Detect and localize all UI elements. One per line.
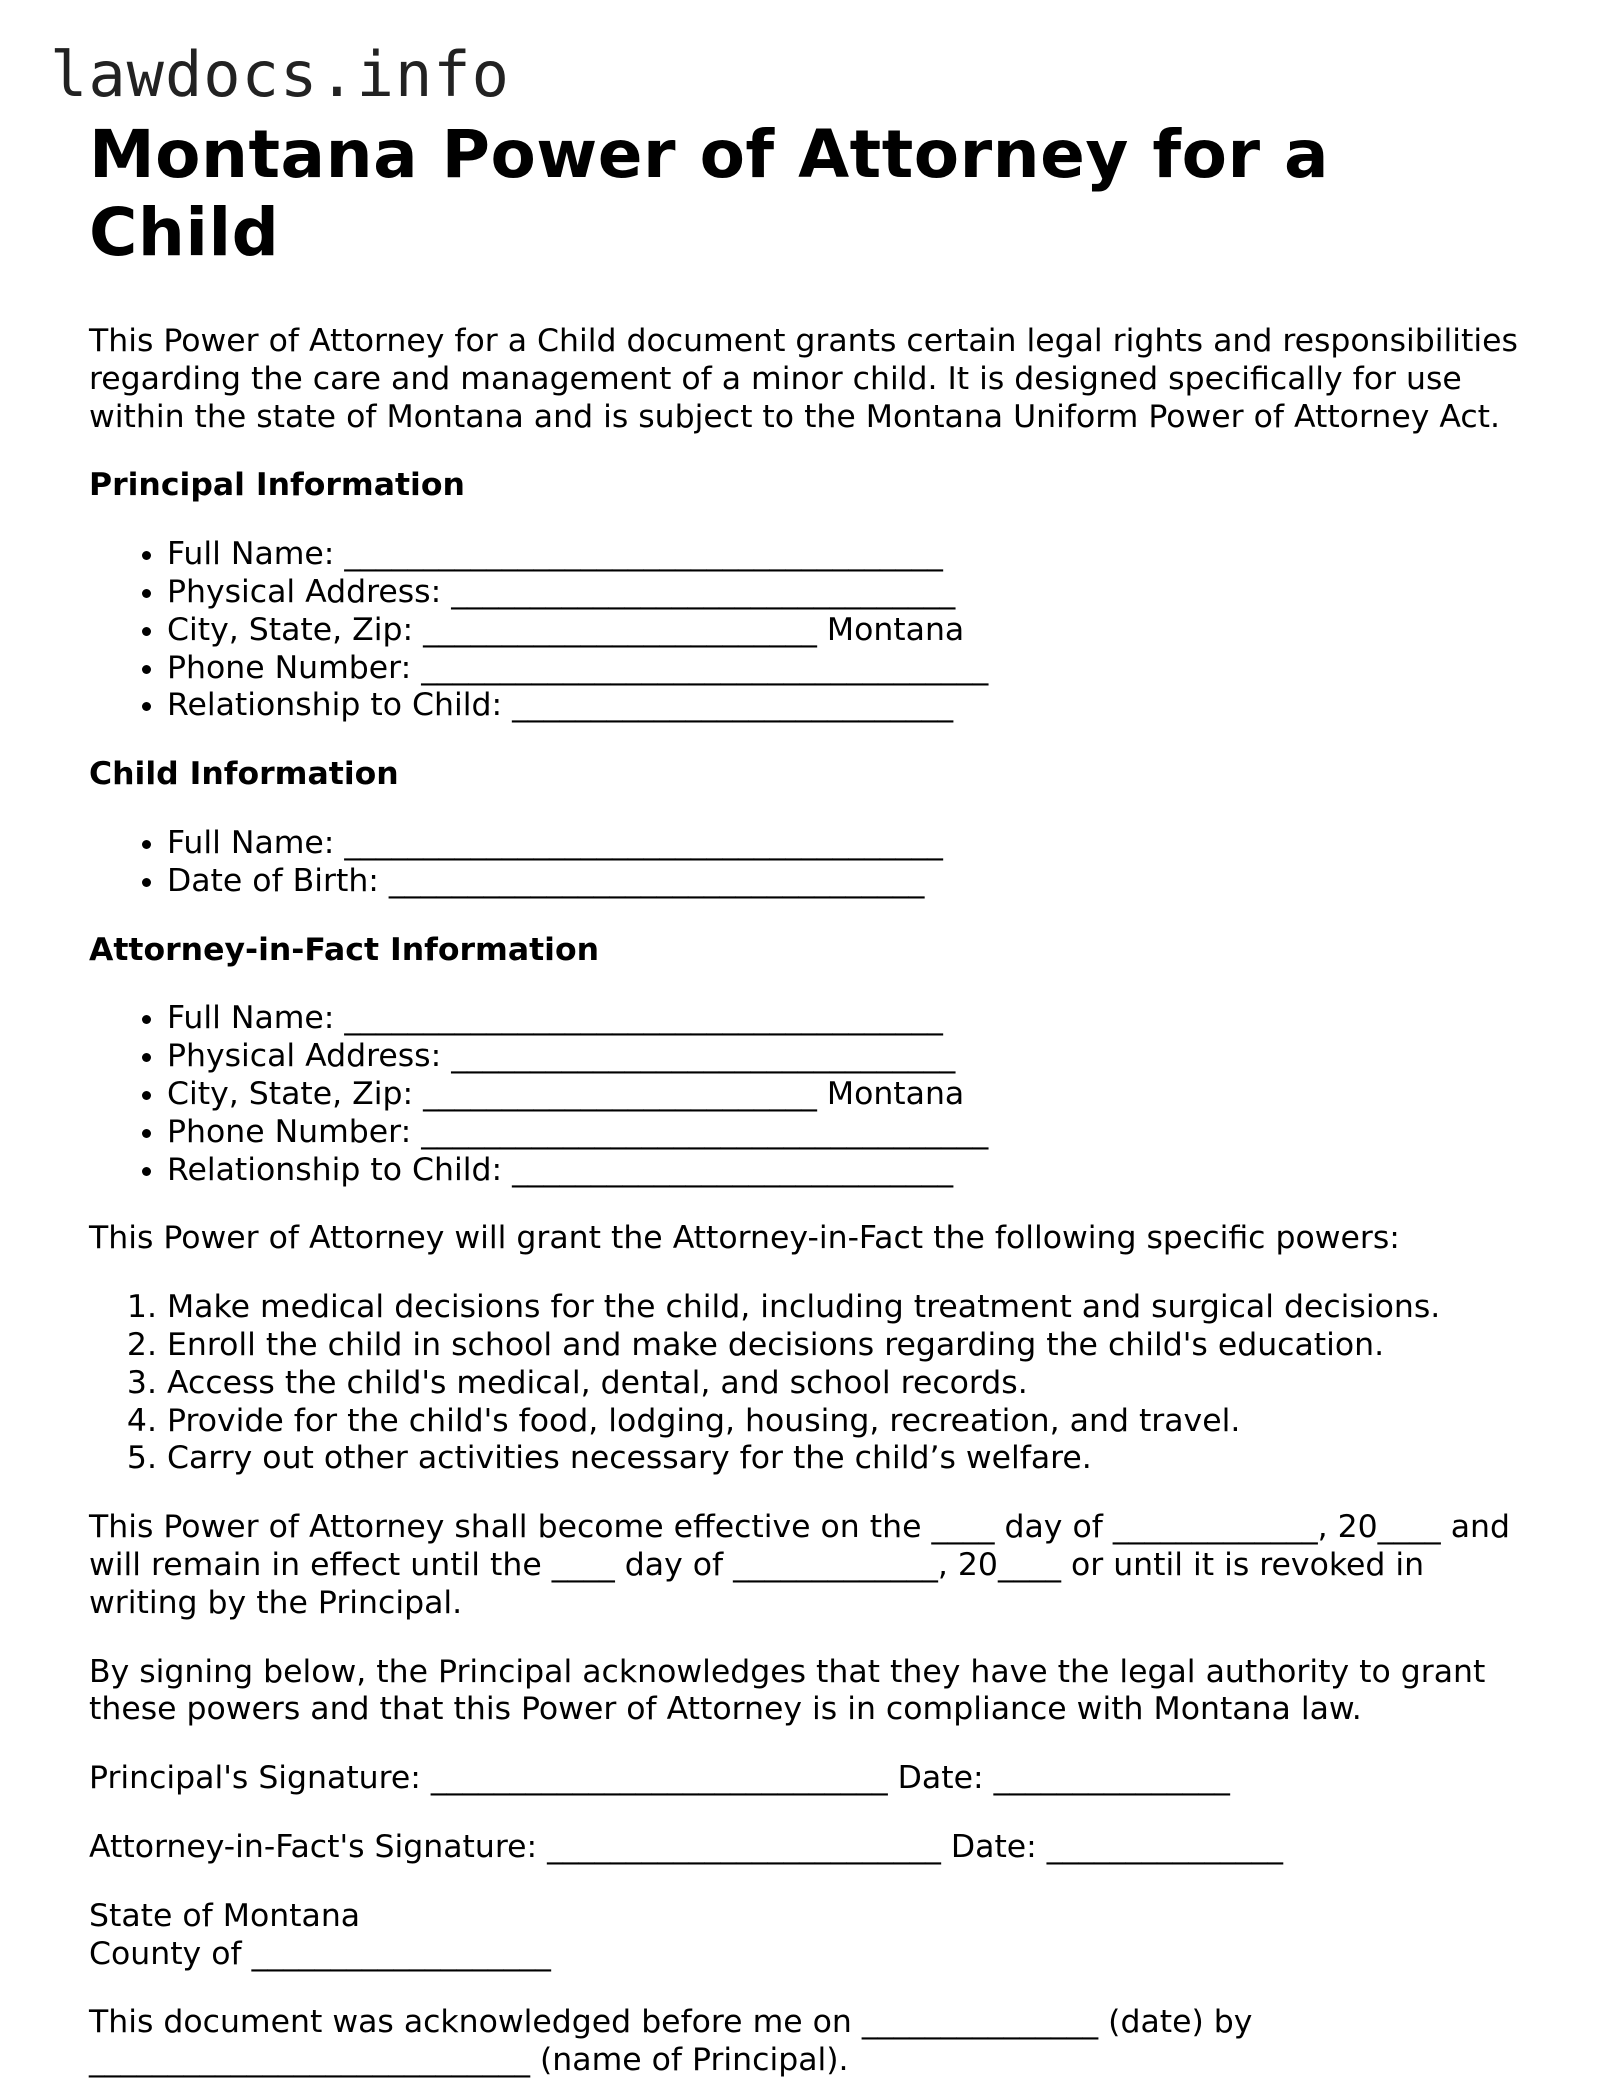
document-title: Montana Power of Attorney for a Child [89, 116, 1330, 271]
jurisdiction-block [89, 1898, 1529, 1974]
site-brand: lawdocs.info [50, 38, 510, 111]
child-heading: Child Information [89, 756, 399, 793]
state-line: State of Montana [89, 1897, 361, 1934]
acknowledgment-paragraph: By signing below, the Principal acknowledges that they have the legal authority to grant these powers and that this Power of Attorney is in compliance with Montana law. [89, 1653, 1486, 1728]
principal-heading: Principal Information [89, 467, 465, 504]
attorney-city-state-zip: • City, State, Zip: _________________________ Montana [167, 1076, 1529, 1114]
attorney-full-name: • Full Name: ______________________________________ [167, 1000, 1529, 1038]
power-item: 1. Make medical decisions for the child, including treatment and surgical decisions. [167, 1289, 1529, 1327]
effective-period: This Power of Attorney shall become effective on the ____ day of _____________, 20____ and will remain in effect until the ____ day of _____________, 20____ or until it is revoked in writing by the Principal. [89, 1509, 1510, 1621]
principal-signature-line: Principal's Signature: _____________________________ Date: _______________ [89, 1760, 1230, 1797]
child-full-name: • Full Name: ______________________________________ [167, 825, 1529, 863]
intro-paragraph: This Power of Attorney for a Child document grants certain legal rights and responsibilities regarding the care and management of a minor child. It is designed specifically for use within the state of Montana and is subject to the Montana Uniform Power of Attorney Act. [89, 323, 1518, 435]
principal-full-name: • Full Name: ______________________________________ [167, 536, 1529, 574]
attorney-phone-number: • Phone Number: ____________________________________ [167, 1114, 1529, 1152]
child-fields-list [89, 825, 1529, 901]
attorney-signature-line: Attorney-in-Fact's Signature: _________________________ Date: _______________ [89, 1828, 1284, 1865]
principal-phone-number: • Phone Number: ____________________________________ [167, 650, 1529, 688]
power-item: 4. Provide for the child's food, lodging, housing, recreation, and travel. [167, 1403, 1529, 1441]
principal-relationship: • Relationship to Child: ____________________________ [167, 687, 1529, 725]
child-date-of-birth: • Date of Birth: __________________________________ [167, 863, 1529, 901]
powers-list [89, 1289, 1529, 1478]
power-item: 5. Carry out other activities necessary for the child’s welfare. [167, 1440, 1529, 1478]
attorney-relationship: • Relationship to Child: ____________________________ [167, 1152, 1529, 1190]
power-item: 3. Access the child's medical, dental, and school records. [167, 1365, 1529, 1403]
notary-statement: This document was acknowledged before me on _______________ (date) by ____________________________ (name of Principal). [89, 2004, 1253, 2079]
attorney-physical-address: • Physical Address: ________________________________ [167, 1038, 1529, 1076]
principal-physical-address: • Physical Address: ________________________________ [167, 574, 1529, 612]
powers-intro: This Power of Attorney will grant the Attorney-in-Fact the following specific powers: [89, 1220, 1400, 1257]
power-item: 2. Enroll the child in school and make decisions regarding the child's education. [167, 1327, 1529, 1365]
principal-city-state-zip: • City, State, Zip: _________________________ Montana [167, 612, 1529, 650]
county-line: County of ___________________ [89, 1935, 551, 1972]
attorney-heading: Attorney-in-Fact Information [89, 931, 600, 968]
attorney-fields-list [89, 1000, 1529, 1189]
principal-fields-list [89, 536, 1529, 725]
document-page [89, 116, 1529, 2080]
